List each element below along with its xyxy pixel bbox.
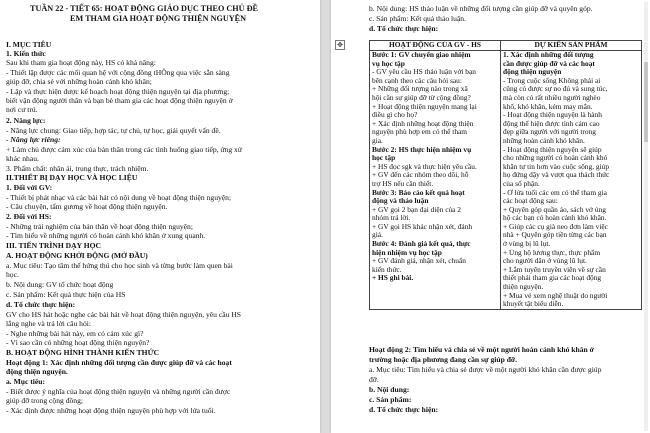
table-cell-line: + Quyên góp quần áo, sách vở ủng xyxy=(503,205,606,214)
text-line: trường hoặc địa phương đang cần sự giúp đỡ. xyxy=(369,355,518,364)
table-move-handle-icon[interactable]: ✥ xyxy=(335,40,345,50)
text-line: - Nghe những bài hát này, em có cảm xúc gì? xyxy=(6,329,144,338)
text-line: động thiện nguyện. xyxy=(6,367,68,376)
table-cell-line: trợ HS nếu cần thiết. xyxy=(372,179,434,188)
table-cell-line: nhóm trả lời. xyxy=(372,214,411,223)
table-cell-line: + Ủng hộ lương thực, thực phẩm xyxy=(503,248,601,257)
text-line: III. TIẾN TRÌNH DẠY HỌC xyxy=(6,241,102,250)
table-cell-line: + GV đánh giá, nhận xét, chuẩn xyxy=(372,257,466,266)
table-cell-line: động thể hiện được tình cảm cao xyxy=(503,119,600,128)
text-line: a. Mục tiêu: Tìm hiểu và chia sẻ được về một người khó khăn cần được giúp xyxy=(369,365,602,374)
table-cell-line: + Những đối tượng nào trong xã xyxy=(372,85,468,94)
text-line: d. Tổ chức thực hiện: xyxy=(6,300,76,309)
table-cell-line: các hoạt động sau: xyxy=(503,197,558,206)
table-cell-line: họ đứng dậy và vượt qua thách thức xyxy=(503,171,610,180)
table-cell-line: - GV yêu cầu HS thảo luận với bạn xyxy=(372,68,476,77)
table-cell-line: cũng có được sự no đủ và sung túc, xyxy=(503,85,608,94)
text-line: a. Mục tiêu: xyxy=(6,377,46,386)
table-cell-line: nguyện phù hợp em có thể tham xyxy=(372,128,468,137)
text-line: - Những trải nghiệm của bản thân về hoạt động thiện nguyện; xyxy=(6,222,193,231)
text-line: biết vận động người thân và bạn bè tham gia các hoạt động thiện nguyện ở xyxy=(6,96,233,105)
table-header-expected-product: DỰ KIẾN SẢN PHẨM xyxy=(501,41,642,51)
table-cell-line: kiến thức. xyxy=(372,265,402,274)
table-cell-line: đẹp giữa người với người trong xyxy=(503,128,596,137)
table-cell-line: + Hoạt động thiện nguyện mang lại xyxy=(372,102,477,111)
text-line: Hoạt động 1: Xác định những đối tượng cần được giúp đỡ và các hoạt xyxy=(6,358,232,367)
table-cell-line: + Xác định những hoạt động thiện xyxy=(372,119,474,128)
text-line: b. Nội dung: GV tổ chức hoạt động xyxy=(6,280,114,289)
lesson-plan-table xyxy=(369,40,642,310)
text-line: a. Mục tiêu: Tạo tâm thế hứng thú cho học sinh và từng bước làm quen bài xyxy=(6,261,233,270)
text-line: b. Nội dung: HS thảo luận về những đối tượng cần giúp đỡ và quyên góp. xyxy=(369,4,593,13)
table-cell-line: thiết phải tham gia các hoạt động xyxy=(503,274,602,283)
table-cell-line: - Hoạt động thiện nguyện sẽ giúp xyxy=(503,145,602,154)
text-line: - Thiết bị phát nhạc và các bài hát có nội dung về hoạt động thiện nguyện; xyxy=(6,193,232,202)
table-cell-line: giá. xyxy=(372,231,383,240)
table-cell-line: cần được giúp đỡ và các hoạt xyxy=(503,59,595,68)
table-cell-line: mà còn có rất nhiều người nghèo xyxy=(503,93,601,102)
table-cell-line: - Ở lứa tuổi các em có thể tham gia xyxy=(503,188,607,197)
text-line: - Xác định được những hoạt động thiện nguyện phù hợp với lứa tuổi. xyxy=(6,406,216,415)
text-line: Sau khi tham gia hoạt động này, HS có khả năng: xyxy=(6,58,156,67)
table-cell-line: + HS ghi bài. xyxy=(372,274,414,283)
table-cell-line: Bước 4: Đánh giá kết quả, thực xyxy=(372,240,471,249)
table-cell-line: + GV gọi HS khác nhận xét, đánh xyxy=(372,222,473,231)
text-line: c. Sản phẩm: Kết quả thảo luận. xyxy=(369,14,467,23)
text-line: I. MỤC TIÊU xyxy=(6,40,52,49)
text-line: đỡ. xyxy=(369,375,379,384)
text-line: - Năng lực riêng: xyxy=(6,135,61,144)
text-line: nơi cư trú. xyxy=(6,105,38,114)
expected-product-column-cell xyxy=(501,51,642,310)
scrollbar-thumb[interactable] xyxy=(644,62,648,142)
text-line: giúp đỡ, chia sẻ với những hoàn cảnh khó khăn; xyxy=(6,77,152,86)
table-cell-line: khăn tự tin hơn vào cuộc sống, giúp xyxy=(503,162,610,171)
table-cell-line: Bước 2: HS thực hiện nhiệm vụ xyxy=(372,145,472,154)
text-line: giúp đỡ trong cộng đồng; xyxy=(6,396,83,405)
table-cell-line: học tập xyxy=(372,154,396,163)
text-line: c. Sản phẩm: xyxy=(369,395,412,404)
table-cell-line: Bước 1: GV chuyển giao nhiệm xyxy=(372,51,471,59)
text-line: học. xyxy=(6,270,19,279)
text-line: 1. Đối với GV: xyxy=(6,183,53,192)
table-header-activity: HOẠT ĐỘNG CỦA GV - HS xyxy=(370,41,501,51)
text-line: A. HOẠT ĐỘNG KHỞI ĐỘNG (MỞ ĐẦU) xyxy=(6,251,148,260)
text-line: 1. Kiến thức xyxy=(6,49,46,58)
table-cell-line: hội cần sự giúp đỡ từ cộng đồng? xyxy=(372,93,471,102)
table-cell-line: những hoàn cảnh khó khăn. xyxy=(503,136,585,145)
text-line: c. Sản phẩm: Kết quả thực hiện của HS xyxy=(6,290,126,299)
text-line: - Biết được ý nghĩa của hoạt động thiện nguyện và những người cần được xyxy=(6,387,231,396)
vertical-scrollbar[interactable] xyxy=(644,2,648,431)
table-cell-line: + Lắm tuyên truyền viên về sự cần xyxy=(503,265,606,274)
table-cell-line: + Mua vé xem nghệ thuật do người xyxy=(503,291,608,300)
text-line: II.THIẾT BỊ DẠY HỌC VÀ HỌC LIỆU xyxy=(6,173,138,182)
table-cell-line: - Trong cuộc sống Không phải ai xyxy=(503,76,601,85)
text-line: khác nhau. xyxy=(6,154,39,163)
table-cell-line: điều gì cho họ? xyxy=(372,111,418,120)
table-cell-line: 1. Xác định những đối tượng xyxy=(503,51,594,59)
table-cell-line: động và thảo luận xyxy=(372,197,429,206)
table-cell-line: vụ học tập xyxy=(372,59,405,68)
activity-column-cell xyxy=(370,51,501,310)
table-cell-line: cho những người có hoàn cảnh khó xyxy=(503,154,608,163)
table-cell-line: - Hoạt động thiện nguyện là hành xyxy=(503,111,602,120)
table-cell-line: bên cạnh theo các câu hỏi sau: xyxy=(372,76,462,85)
text-line: TUẦN 22 - TIẾT 65: HOẠT ĐỘNG GIÁO DỤC THEO CHỦ ĐỀ xyxy=(30,4,258,13)
text-line: - Lập và thực hiện được kế hoạch hoạt động thiện nguyện tại địa phương; xyxy=(6,87,230,96)
table-cell-line: gia. xyxy=(372,136,383,145)
table-cell-line: nhà + Quyên góp tiền từng các bạn xyxy=(503,231,607,240)
text-line: 2. Năng lực: xyxy=(6,116,46,125)
text-line: EM THAM GIA HOẠT ĐỘNG THIỆN NGUYỆN xyxy=(70,14,247,23)
table-cell-line: thiện nguyện. xyxy=(503,283,544,292)
text-line: d. Tổ chức thực hiện: xyxy=(369,24,439,33)
text-line: - Thiết lập được các mối quan hệ với cộng đồng tHÔng qua việc sẵn sàng xyxy=(6,68,230,77)
table-cell-line: + GV đến các nhóm theo dõi, hỗ xyxy=(372,171,469,180)
text-line: d. Tổ chức thực hiện: xyxy=(369,405,439,414)
table-cell-line: khuyết tật biểu diễn. xyxy=(503,300,564,309)
table-cell-line: + GV gọi 2 bạn đại diện của 2 xyxy=(372,205,462,214)
text-line: B. HOẠT ĐỘNG HÌNH THÀNH KIẾN THỨC xyxy=(6,348,160,357)
text-line: + Làm chủ được cảm xúc của bản thân trong các tình huống giao tiếp, ứng xử xyxy=(6,145,242,154)
table-cell-line: động thiện nguyện xyxy=(503,68,562,77)
table-cell-line: hiện nhiệm vụ học tập xyxy=(372,248,442,257)
left-document-page xyxy=(0,0,320,433)
right-document-page xyxy=(331,0,650,433)
text-line: 3. Phẩm chất: nhân ái, trung thực, trách nhiệm. xyxy=(6,164,149,173)
table-cell-line: + HS đọc sgk và thực hiện yêu cầu. xyxy=(372,162,477,171)
text-line: - Câu chuyện, tấm gương về hoạt động thiện nguyện. xyxy=(6,202,168,211)
text-line: GV cho HS hát hoặc nghe các bài hát về hoạt động thiện nguyện, yêu cầu HS xyxy=(6,310,241,319)
text-line: 2. Đối với HS: xyxy=(6,212,52,221)
table-cell-line: khổ, khó khăn, kém may mắn. xyxy=(503,102,593,111)
text-line: - Tìm hiểu về những người có hoàn cảnh khó khăn ở xung quanh. xyxy=(6,231,206,240)
text-line: - Năng lực chung: Giao tiếp, hợp tác, tự chủ, tự học, giải quyết vấn đề. xyxy=(6,126,221,135)
text-line: Hoạt động 2: Tìm hiểu và chia sẻ về một người hoàn cảnh khó khăn ở xyxy=(369,345,594,354)
table-cell-line: Bước 3: Báo cáo kết quả hoạt xyxy=(372,188,465,197)
table-cell-line: của số phận. xyxy=(503,179,540,188)
table-cell-line: cho người dân ở vùng lũ lụt. xyxy=(503,257,587,266)
text-line: lắng nghe và trả lời câu hỏi: xyxy=(6,319,91,328)
text-line: - Vì sao cần có những hoạt động thiện nguyện? xyxy=(6,338,150,347)
table-cell-line: ở vùng bị lũ lụt. xyxy=(503,240,551,249)
table-cell-line: hộ các bạn có hoàn cảnh khó khăn. xyxy=(503,214,607,223)
table-cell-line: + Giúp các cụ già neo đơn làm việc xyxy=(503,222,608,231)
text-line: b. Nội dung: xyxy=(369,385,410,394)
